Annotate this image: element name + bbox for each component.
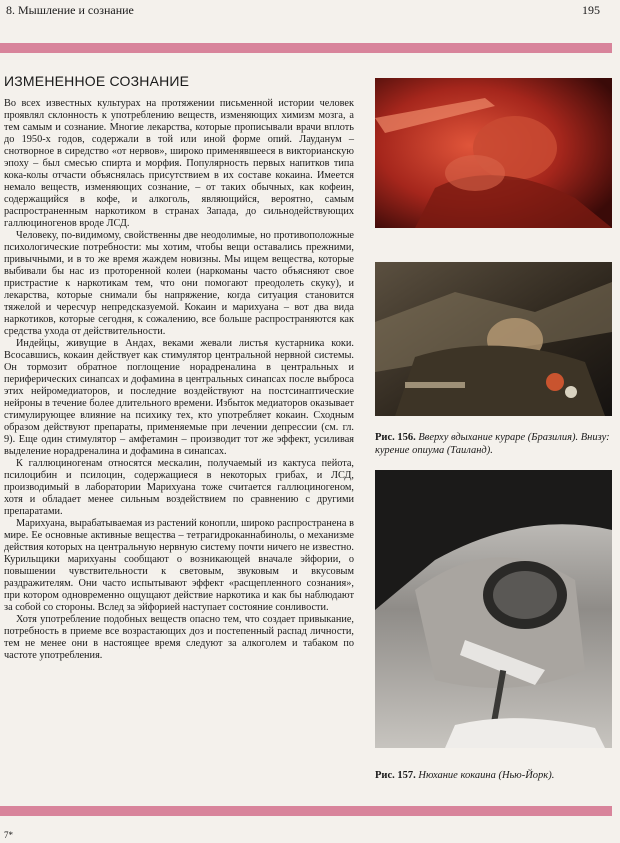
photo-opium-smoking (375, 262, 612, 416)
signature-mark: 7* (4, 830, 13, 840)
figure-157-label: Рис. 157. (375, 770, 416, 781)
paragraph-4: К галлюциногенам относятся мескалин, получаемый из кактуса пейота, псилоцибин и псилоцин, содержащиеся в некоторых грибах, и ЛСД, производимый в лаборатории Марихуана тоже считается галлюциногеном, хотя и обладает менее сильным воздействием по сравнению с другими препаратами. (4, 458, 354, 517)
page-number: 195 (582, 3, 600, 17)
figure-156-label: Рис. 156. (375, 432, 416, 443)
body-text-column (4, 98, 354, 662)
running-head: 8. Мышление и сознание (6, 3, 134, 17)
paragraph-2: Человеку, по-видимому, свойственны две неодолимые, но противоположные психологические потребности: мы хотим, чтобы вещи оставались прежними, привычными, и в то же время жаждем новизны. Мы ищем вещества, которые выбивали бы нас из протоpенной колеи (наркоманы часто объясняют свое пристрастие к наркотикам тем, что они помогают преодолеть скуку), и лекарства, которые снимали бы напряжение, когда ситуация становится тяжелой и чересчур непредсказуемой. Кокаин и марихуана – вот два вида наркотиков, которые сегодня, к сожалению, все больше распространяются как средства ухода от действительности. (4, 230, 354, 337)
bottom-decorative-band (0, 806, 612, 816)
paragraph-3: Индейцы, живущие в Андах, веками жевали листья кустарника коки. Всосавшись, кокаин действует как стимулятор центральной нервной системы. Он тормозит обратное поглощение норадреналина в центральных и периферических синапсах и дофамина в центральных синапсах после выброса этих нейромедиаторов, и последние воздействуют на постсинаптические нейроны в течение более длительного времени. Избыток медиаторов оказывает стимулирующее влияние на психику тех, кто употребляет кокаин. Сходным образом действуют препараты, применяемые при лечении депрессии (см. гл. 9). Еще один стимулятор – амфетамин – производит тот же эффект, усиливая выделение норадреналина и дофамина в синапсах. (4, 338, 354, 457)
figure-157-text: Нюхание кокаина (Нью-Йорк). (418, 770, 555, 781)
photo-cocaine-snorting (375, 470, 612, 748)
paragraph-6: Хотя употребление подобных веществ опасно тем, что создает привыкание, потребность в приеме все возрастающих доз и постепенный распад личности, тем не менее они в настоящее время следуют за алкоголем и табаком по частоте употребления. (4, 614, 354, 661)
top-decorative-band (0, 43, 612, 53)
figure-157-caption (375, 769, 612, 782)
figure-156-caption (375, 431, 612, 457)
section-heading: ИЗМЕНЕННОЕ СОЗНАНИЕ (4, 73, 190, 89)
paragraph-5: Марихуана, вырабатываемая из растений конопли, широко распространена в мире. Ее основные активные вещества – тетрагидроканнабинолы, о механизме действия которых на центральную нервную систему почти ничего не известно. Курильщики марихуаны сообщают о возникающей вначале эйфории, о повышении чувствительности к световым, звуковым и вкусовым раздражителям. Они часто испытывают эффект «расщепленного сознания», при котором одновременно ощущают действие наркотика и как бы наблюдают за собой со стороны. Вслед за эйфорией наступает состояние сонливости. (4, 518, 354, 613)
figure-156-text: Вверху вдыхание кураре (Бразилия). Внизу: курение опиума (Таиланд). (375, 432, 610, 456)
photo-curare-inhalation (375, 78, 612, 228)
paragraph-1: Во всех известных культурах на протяжении письменной истории человек проявлял склонность к употреблению веществ, изменяющих химизм мозга, а тем самым и сознание. Многие лекарства, которые прописывали врачи вплоть до 1950-х годов, содержали в той или иной форме опий. Лауданум – снотворное в сиредство «от нервов», широко применявшееся в викторианскую эпоху – был смесью спирта и морфия. Популярность первых напитков типа кока-колы отчасти объяснялась присутствием в их составе кокаина. Имеется немало веществ, изменяющих сознание, – от таких обычных, как кофеин, содержащийся в кофе, и алкоголь, являющийся, вероятно, самым распространенным наркотиком в странах Запада, до сильнодействующих галлюциногенов вроде ЛСД. (4, 98, 354, 229)
